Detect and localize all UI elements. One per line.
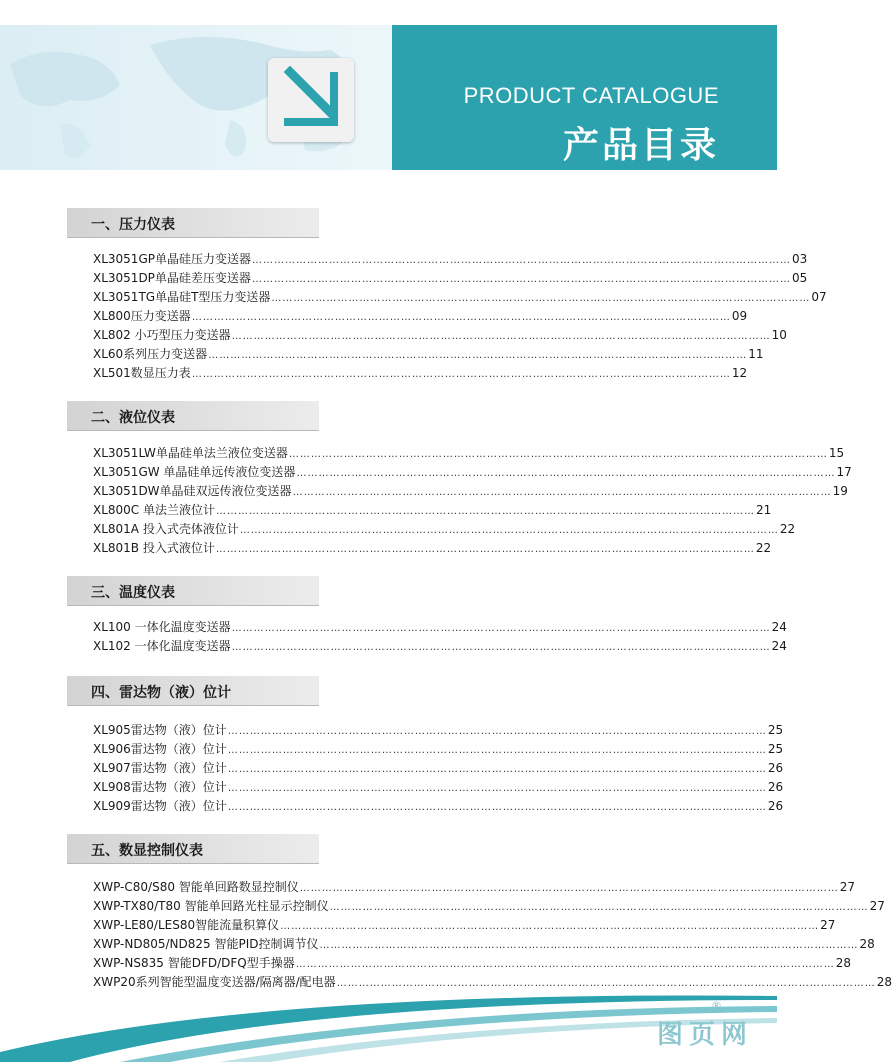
- toc-title: XL801B 投入式液位计: [93, 541, 215, 555]
- toc-page: 28: [859, 937, 875, 951]
- section-heading-label: 五、数显控制仪表: [91, 843, 203, 859]
- toc-title: XL102 一体化温度变送器: [93, 639, 231, 653]
- toc-page: 15: [828, 446, 845, 460]
- toc-title: XL501数显压力表: [93, 366, 191, 380]
- toc-title: XL3051LW单晶硅单法兰液位变送器: [93, 446, 288, 460]
- toc-title: XWP-TX80/T80 智能单回路光柱显示控制仪: [93, 899, 329, 913]
- toc-leader: …………………………………………………………………………………………………………………………………: [251, 274, 791, 285]
- toc-item[interactable]: [93, 326, 787, 344]
- toc-leader: …………………………………………………………………………………………………………………………………: [299, 883, 839, 894]
- toc-item[interactable]: [93, 878, 856, 896]
- toc-title: XL905雷达物（液）位计: [93, 723, 227, 737]
- toc-item[interactable]: [93, 250, 808, 268]
- toc-leader: …………………………………………………………………………………………………………………………………: [227, 745, 767, 756]
- watermark: 图页网: [657, 1020, 754, 1050]
- toc-page: 26: [767, 799, 784, 813]
- toc-title: XL60系列压力变送器: [93, 347, 208, 361]
- section-heading: [67, 208, 319, 238]
- toc-page: 21: [756, 503, 772, 517]
- toc-page: 03: [791, 252, 808, 266]
- toc-title: XL801A 投入式壳体液位计: [93, 522, 239, 536]
- toc-item[interactable]: [93, 778, 784, 796]
- toc-title: XL3051TG单晶硅T型压力变送器: [93, 290, 271, 304]
- toc-leader: …………………………………………………………………………………………………………………………………: [231, 331, 771, 342]
- toc-item[interactable]: [93, 482, 848, 500]
- toc-title: XL906雷达物（液）位计: [93, 742, 227, 756]
- toc-page: 19: [832, 484, 848, 498]
- toc-item[interactable]: [93, 269, 808, 287]
- toc-leader: …………………………………………………………………………………………………………………………………: [271, 293, 811, 304]
- toc-page: 17: [836, 465, 852, 479]
- toc-item[interactable]: [93, 637, 787, 655]
- section-heading: [67, 401, 319, 431]
- toc-leader: …………………………………………………………………………………………………………………………………: [215, 544, 755, 555]
- section-heading-label: 一、压力仪表: [91, 217, 175, 233]
- toc-page: 25: [767, 742, 784, 756]
- toc-page: 26: [767, 780, 784, 794]
- toc-title: XL909雷达物（液）位计: [93, 799, 227, 813]
- toc-page: 22: [779, 522, 796, 536]
- toc-item[interactable]: [93, 288, 827, 306]
- toc-item[interactable]: [93, 740, 784, 758]
- arrow-down-right-icon: [268, 58, 354, 142]
- toc-page: 24: [771, 639, 787, 653]
- toc-title: XL907雷达物（液）位计: [93, 761, 227, 775]
- toc-item[interactable]: [93, 897, 885, 915]
- toc-page: 25: [767, 723, 784, 737]
- toc-leader: …………………………………………………………………………………………………………………………………: [239, 525, 779, 536]
- toc-page: 27: [820, 918, 836, 932]
- title-block: [392, 25, 777, 170]
- toc-page: 27: [839, 880, 856, 894]
- toc-leader: …………………………………………………………………………………………………………………………………: [288, 449, 828, 460]
- toc-title: XWP20系列智能型温度变送器/隔离器/配电器: [93, 975, 336, 989]
- toc-title: XL100 一体化温度变送器: [93, 620, 231, 634]
- toc-leader: …………………………………………………………………………………………………………………………………: [231, 642, 771, 653]
- toc-leader: …………………………………………………………………………………………………………………………………: [251, 255, 791, 266]
- section-heading: [67, 576, 319, 606]
- title-en: PRODUCT CATALOGUE: [463, 83, 719, 108]
- toc-item[interactable]: [93, 759, 784, 777]
- toc-leader: …………………………………………………………………………………………………………………………………: [336, 978, 876, 989]
- toc-leader: …………………………………………………………………………………………………………………………………: [191, 312, 731, 323]
- section-heading-label: 二、液位仪表: [91, 410, 175, 426]
- toc-title: XL908雷达物（液）位计: [93, 780, 227, 794]
- section-heading-label: 三、温度仪表: [91, 585, 175, 601]
- toc-title: XL800C 单法兰液位计: [93, 503, 216, 517]
- toc-leader: …………………………………………………………………………………………………………………………………: [280, 921, 820, 932]
- toc-title: XL3051GP单晶硅压力变送器: [93, 252, 251, 266]
- toc-item[interactable]: [93, 345, 764, 363]
- toc-item[interactable]: [93, 721, 784, 739]
- arrow-tile: [268, 58, 354, 142]
- toc-leader: …………………………………………………………………………………………………………………………………: [227, 764, 767, 775]
- toc-item[interactable]: [93, 618, 787, 636]
- toc-page: 26: [767, 761, 784, 775]
- toc-item[interactable]: [93, 307, 748, 325]
- section-heading: [67, 834, 319, 864]
- toc-leader: …………………………………………………………………………………………………………………………………: [292, 487, 832, 498]
- toc-leader: …………………………………………………………………………………………………………………………………: [329, 902, 869, 913]
- toc-item[interactable]: [93, 797, 784, 815]
- section-heading: [67, 676, 319, 706]
- toc-page: 24: [771, 620, 787, 634]
- toc-page: 10: [771, 328, 787, 342]
- toc-leader: …………………………………………………………………………………………………………………………………: [227, 726, 767, 737]
- toc-item[interactable]: [93, 935, 875, 953]
- toc-leader: …………………………………………………………………………………………………………………………………: [216, 506, 756, 517]
- registered-mark: ®: [711, 999, 722, 1012]
- toc-page: 12: [731, 366, 748, 380]
- toc-page: 09: [731, 309, 748, 323]
- toc-item[interactable]: [93, 539, 772, 557]
- toc-item[interactable]: [93, 444, 845, 462]
- toc-leader: …………………………………………………………………………………………………………………………………: [319, 940, 859, 951]
- toc-leader: …………………………………………………………………………………………………………………………………: [208, 350, 748, 361]
- toc-leader: …………………………………………………………………………………………………………………………………: [231, 623, 771, 634]
- toc-page: 05: [791, 271, 808, 285]
- toc-title: XWP-ND805/ND825 智能PID控制调节仪: [93, 937, 319, 951]
- toc-leader: …………………………………………………………………………………………………………………………………: [191, 369, 731, 380]
- title-cn: 产品目录: [562, 125, 719, 166]
- toc-item[interactable]: [93, 520, 796, 538]
- toc-title: XL3051DP单晶硅差压变送器: [93, 271, 251, 285]
- toc-title: XL800压力变送器: [93, 309, 191, 323]
- toc-item[interactable]: [93, 364, 748, 382]
- toc-page: 27: [869, 899, 885, 913]
- toc-leader: …………………………………………………………………………………………………………………………………: [295, 959, 835, 970]
- toc-page: 28: [835, 956, 851, 970]
- toc-page: 22: [755, 541, 772, 555]
- section-heading-label: 四、雷达物（液）位计: [91, 685, 231, 701]
- toc-page: 11: [748, 347, 764, 361]
- toc-title: XL3051DW单晶硅双远传液位变送器: [93, 484, 292, 498]
- toc-title: XL802 小巧型压力变送器: [93, 328, 231, 342]
- toc-title: XWP-NS835 智能DFD/DFQ型手操器: [93, 956, 295, 970]
- toc-page: 07: [811, 290, 827, 304]
- toc-item[interactable]: [93, 463, 852, 481]
- toc-page: 28: [876, 975, 892, 989]
- toc-item[interactable]: [93, 501, 772, 519]
- toc-leader: …………………………………………………………………………………………………………………………………: [296, 468, 836, 479]
- toc-leader: …………………………………………………………………………………………………………………………………: [227, 802, 767, 813]
- toc-leader: …………………………………………………………………………………………………………………………………: [227, 783, 767, 794]
- toc-title: XWP-LE80/LES80智能流量积算仪: [93, 918, 280, 932]
- toc-title: XWP-C80/S80 智能单回路数显控制仪: [93, 880, 299, 894]
- toc-title: XL3051GW 单晶硅单远传液位变送器: [93, 465, 296, 479]
- toc-item[interactable]: [93, 916, 836, 934]
